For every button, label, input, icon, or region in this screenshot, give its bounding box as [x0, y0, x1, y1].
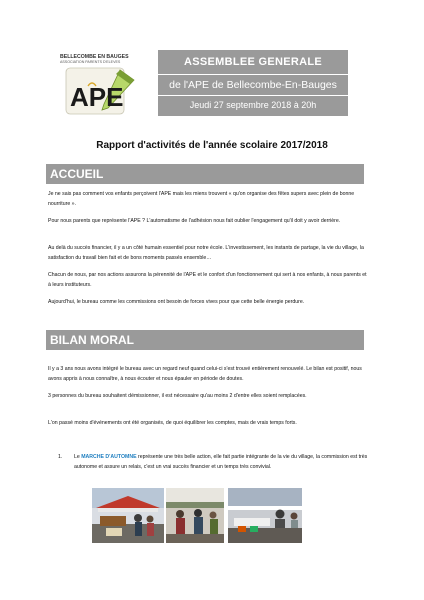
header-date: Jeudi 27 septembre 2018 à 20h [189, 100, 317, 110]
market-photo-1 [92, 488, 164, 543]
market-photo-3 [228, 488, 302, 543]
accueil-paragraph-2: Pour nous parents que représente l'APE ? L'automatisme de l'adhésion nous fait oublier l'engagement qu'il doit y avoir derrière. [48, 218, 341, 224]
accueil-paragraph-1: Je ne sais pas comment vos enfants perçoivent l'APE mais les miens trouvent « qu'on organise des fêtes supers avec plein de bonne nourriture ». [48, 191, 355, 207]
list-item-rest: représente une très belle action, elle fait partie intégrante de la vie du village, la commission est très autonome et assure un relais, c'est un vrai succès financier et un temps très convivial. [74, 454, 368, 470]
header-subtitle: de l'APE de Bellecombe-En-Bauges [169, 79, 337, 91]
bilan-paragraph-2: 3 personnes du bureau souhaitent démissionner, il est nécessaire qu'au moins 2 d'entre elles soient remplacées. [48, 393, 307, 399]
market-photo-2 [166, 488, 224, 543]
logo-brand-line: BELLECOMBE EN BAUGES [60, 54, 129, 60]
accueil-paragraph-4: Chacun de nous, par nos actions assurons la pérennité de l'APE et le confort d'un fonctionnement qui sert à nos enfants, à nous parents et à leurs instituteurs. [48, 272, 367, 288]
logo-graphic [58, 64, 140, 118]
section-heading-accueil: ACCUEIL [46, 164, 364, 184]
header-title: ASSEMBLEE GENERALE [183, 56, 323, 68]
section-heading-bilan-moral: BILAN MORAL [46, 330, 364, 350]
list-item-number: 1. [58, 454, 63, 460]
header-divider-2 [158, 95, 348, 96]
accueil-paragraph-5: Aujourd'hui, le bureau comme les commissions ont besoin de forces vives pour que cette belle énergie perdure. [48, 299, 305, 305]
marche-automne-highlight: MARCHE D'AUTOMNE [81, 454, 137, 460]
logo-brand-subline: ASSOCIATION PARENTS D'ELEVES [60, 60, 121, 64]
accueil-paragraph-3: Au delà du succès financier, il y a un côté humain essentiel pour notre école. L'investissement, les instants de partage, la vie du village, la satisfaction du travail bien fait et de bons moments passés ensemble… [48, 245, 364, 261]
header-box [158, 50, 348, 116]
ape-logo [58, 54, 140, 118]
list-item-prefix: Le [74, 454, 82, 460]
list-item-text [74, 453, 370, 472]
bilan-paragraph-1: Il y a 3 ans nous avons intégré le bureau avec un regard neuf quand celui-ci s'est trouvé entièrement renouvelé. Le bilan est positif, nous avons appris à nous connaître, à nous écouter et nous épauler en période de doutes. [48, 366, 362, 382]
svg-text:APE: APE [70, 82, 124, 112]
bilan-paragraph-3: L'on passé moins d'événements ont été organisés, de quoi équilibrer les comptes, mais de vrais temps forts. [48, 420, 297, 426]
report-title: Rapport d'activités de l'année scolaire 2017/2018 [96, 140, 328, 151]
header-divider-1 [158, 74, 348, 75]
